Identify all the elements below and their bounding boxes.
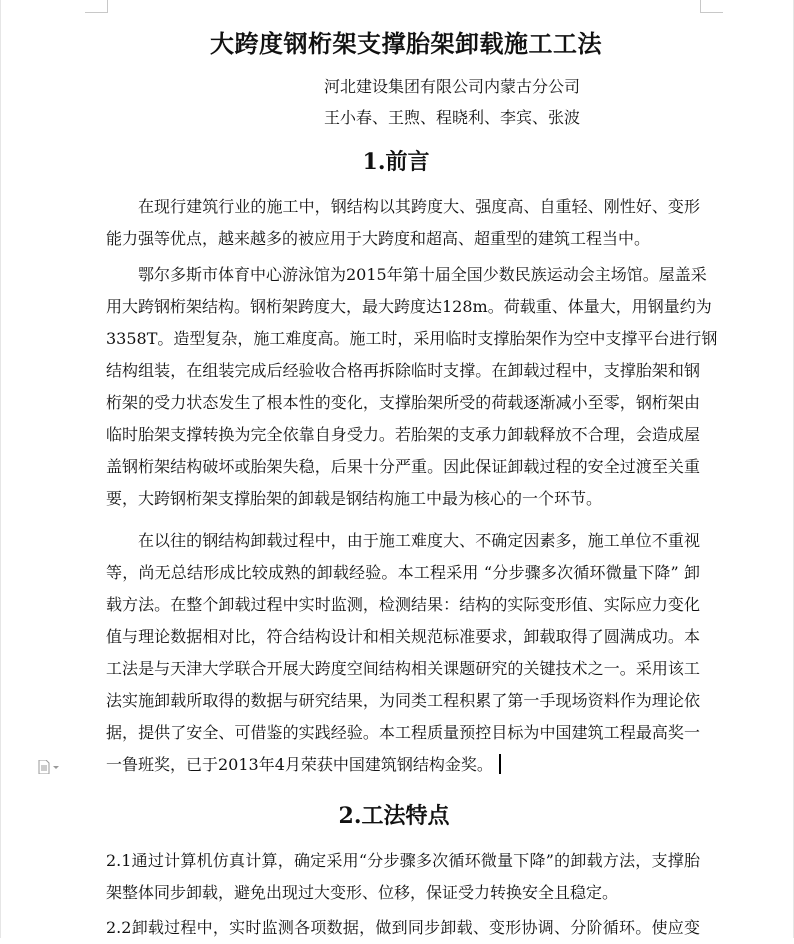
text-line: 法实施卸载所取得的数据与研究结果，为同类工程积累了第一手现场资料作为理论依 xyxy=(106,691,700,710)
text-line: 鄂尔多斯市体育中心游泳馆为2015年第十届全国少数民族运动会主场馆。屋盖采 xyxy=(138,265,707,284)
paragraph xyxy=(106,525,700,781)
paragraph xyxy=(106,845,700,909)
paragraph xyxy=(106,259,718,515)
section-heading-features: 2.工法特点 xyxy=(338,803,450,829)
margin-corner-mark-right xyxy=(700,0,723,13)
text-line: 载方法。在整个卸载过程中实时监测，检测结果：结构的实际变形值、实际应力变化 xyxy=(106,595,700,614)
section-heading-preface: 1.前言 xyxy=(362,149,430,175)
text-line: 值与理论数据相对比，符合结构设计和相关规范标准要求，卸载取得了圆满成功。本 xyxy=(106,627,700,646)
text-line: 盖钢桁架结构破坏或胎架失稳，后果十分严重。因此保证卸载过程的安全过渡至关重 xyxy=(106,457,700,476)
author-company: 河北建设集团有限公司内蒙古分公司 xyxy=(324,77,581,96)
text-line: 3358T。造型复杂，施工难度高。施工时，采用临时支撑胎架作为空中支撑平台进行钢 xyxy=(106,329,718,348)
text-line: 据，提供了安全、可借鉴的实践经验。本工程质量预控目标为中国建筑工程最高奖一 xyxy=(106,723,700,742)
text-line: 2.1通过计算机仿真计算，确定采用“分步骤多次循环微量下降”的卸载方法，支撑胎 xyxy=(106,851,700,870)
page-edge-left xyxy=(0,0,1,938)
text-line: 用大跨钢桁架结构。钢桁架跨度大，最大跨度达128m。荷载重、体量大，用钢量约为 xyxy=(106,297,712,316)
text-line: 工法是与天津大学联合开展大跨度空间结构相关课题研究的关键技术之一。采用该工 xyxy=(106,659,700,678)
text-line: 临时胎架支撑转换为完全依靠自身受力。若胎架的支承力卸载释放不合理，会造成屋 xyxy=(106,425,700,444)
margin-corner-mark-left xyxy=(85,0,108,13)
text-line: 在现行建筑行业的施工中，钢结构以其跨度大、强度高、自重轻、刚性好、变形 xyxy=(138,197,700,216)
text-line: 结构组装，在组装完成后经验收合格再拆除临时支撑。在卸载过程中，支撑胎架和钢 xyxy=(106,361,700,380)
paragraph xyxy=(106,191,700,255)
author-names: 王小春、王煦、程晓利、李宾、张波 xyxy=(324,108,581,127)
document-title: 大跨度钢桁架支撑胎架卸载施工工法 xyxy=(210,29,602,58)
text-cursor xyxy=(499,754,501,774)
text-line: 在以往的钢结构卸载过程中，由于施工难度大、不确定因素多，施工单位不重视 xyxy=(138,531,700,550)
document-icon[interactable] xyxy=(38,760,60,777)
text-line: 2.2卸载过程中，实时监测各项数据，做到同步卸载、变形协调、分阶循环。使应变 xyxy=(106,918,700,937)
text-line: 一鲁班奖，已于2013年4月荣获中国建筑钢结构金奖。 xyxy=(106,755,493,774)
document-icon-glyph xyxy=(38,760,60,774)
text-line: 桁架的受力状态发生了根本性的变化，支撑胎架所受的荷载逐渐减小至零，钢桁架由 xyxy=(106,393,700,412)
paragraph xyxy=(106,912,700,944)
text-line: 要，大跨钢桁架支撑胎架的卸载是钢结构施工中最为核心的一个环节。 xyxy=(106,489,603,508)
text-line: 能力强等优点，越来越多的被应用于大跨度和超高、超重型的建筑工程当中。 xyxy=(106,229,651,248)
text-line: 架整体同步卸载，避免出现过大变形、位移，保证受力转换安全且稳定。 xyxy=(106,883,619,902)
text-line: 等，尚无总结形成比较成熟的卸载经验。本工程采用 “分步骤多次循环微量下降” 卸 xyxy=(106,563,700,582)
text-line-with-caret[interactable] xyxy=(106,749,700,781)
